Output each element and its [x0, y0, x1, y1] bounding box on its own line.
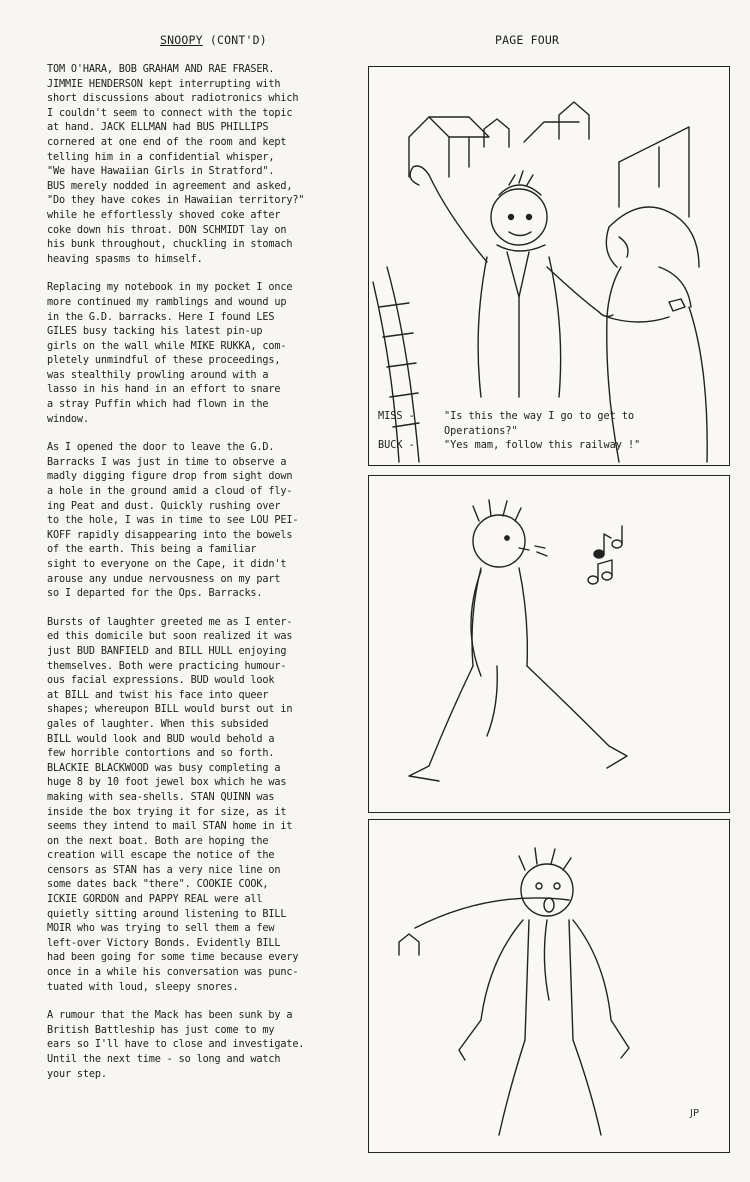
caption-line: [378, 425, 723, 440]
cartoon-caption: [378, 410, 723, 454]
caption-dialogue: "Is this the way I go to get to: [444, 411, 635, 422]
article-column: [47, 63, 367, 1096]
artist-signature: JP: [690, 1108, 699, 1119]
caption-speaker: MISS -: [378, 411, 415, 422]
page-number-label: PAGE FOUR: [495, 33, 560, 47]
column-heading: [160, 33, 267, 47]
article-paragraph-2: Replacing my notebook in my pocket I once more continued my ramblings and wound up in the G.D. barracks. Here I found LES GILES busy tacking his latest pin-up girls on the wall while MIKE RUKKA, com- pletely unmindful of these proceedings, was stealthily prowling around with a lasso in his hand in an effort to snare a stray Puffin which had flown in the window.: [47, 282, 293, 425]
article-paragraph-4: Bursts of laughter greeted me as I enter- ed this domicile but soon realized it was just BUD BANFIELD and BILL HULL enjoying themselves. Both were practicing humour- ous facial expressions. BUD would look at BILL and twist his face into queer shapes; whereupon BILL would burst out in gales of laughter. When this subsided BILL would look and BUD would behold a few horrible contortions and so forth. BLACKIE BLACKWOOD was busy completing a huge 8 by 10 foot jewel box which he was making with sea-shells. STAN QUINN was inside the box trying it for size, as it seems they intend to mail STAN home in it on the next boat. Both are hoping the creation will escape the notice of the censors as STAN has a very nice line on some dates back "there". COOKIE COOK, ICKIE GORDON and PAPPY REAL were all quietly sitting around listening to BILL MOIR who was trying to sell them a few left-over Victory Bonds. Evidently BILL had been going for some time because every once in a while his conversation was punc- tuated with loud, sleepy snores.: [47, 616, 299, 993]
article-paragraph-5: A rumour that the Mack has been sunk by a British Battleship has just come to my ears so I'll have to close and investigate. Until the next time - so long and watch your step.: [47, 1010, 305, 1080]
caption-speaker: BUCK -: [378, 440, 415, 452]
startled-man-drawing: [369, 820, 727, 1151]
article-paragraph-1: TOM O'HARA, BOB GRAHAM AND RAE FRASER. JIMMIE HENDERSON kept interrupting with short discussions about radiotronics which I couldn't seem to connect with the topic at hand. JACK ELLMAN had BUS PHILLIPS cornered at one end of the room and kept telling him in a confidential whisper, "We have Hawaiian Girls in Stratford". BUS merely nodded in agreement and asked, "Do they have cokes in Hawaiian territory?" while he effortlessly shoved coke after coke down his throat. DON SCHMIDT lay on his bunk throughout, chuckling in stomach heaving spasms to himself.: [47, 64, 305, 265]
caption-line: [378, 410, 723, 425]
caption-line: [378, 439, 723, 454]
column-subtitle: (CONT'D): [209, 33, 267, 47]
whistling-walker-drawing: [369, 476, 727, 811]
cartoon-panel-startled: [368, 819, 730, 1153]
cartoon-panel-railway: [368, 66, 730, 466]
column-title: SNOOPY: [160, 33, 203, 47]
caption-dialogue: "Yes mam, follow this railway !": [444, 440, 641, 452]
cartoon-panel-whistling: [368, 475, 730, 813]
railway-scene-drawing: [369, 67, 729, 465]
caption-speaker: [378, 425, 444, 440]
article-paragraph-3: As I opened the door to leave the G.D. Barracks I was just in time to observe a madly digging figure drop from sight down a hole in the ground amid a cloud of fly- ing Peat and dust. Quickly rushing over to the hole, I was in time to see LOU PEI- KOFF rapidly disappearing into the bowels of the earth. This being a familiar sight to everyone on the Cape, it didn't arouse any undue nervousness on my part so I departed for the Ops. Barracks.: [47, 442, 299, 600]
caption-dialogue: Operations?": [444, 425, 518, 437]
